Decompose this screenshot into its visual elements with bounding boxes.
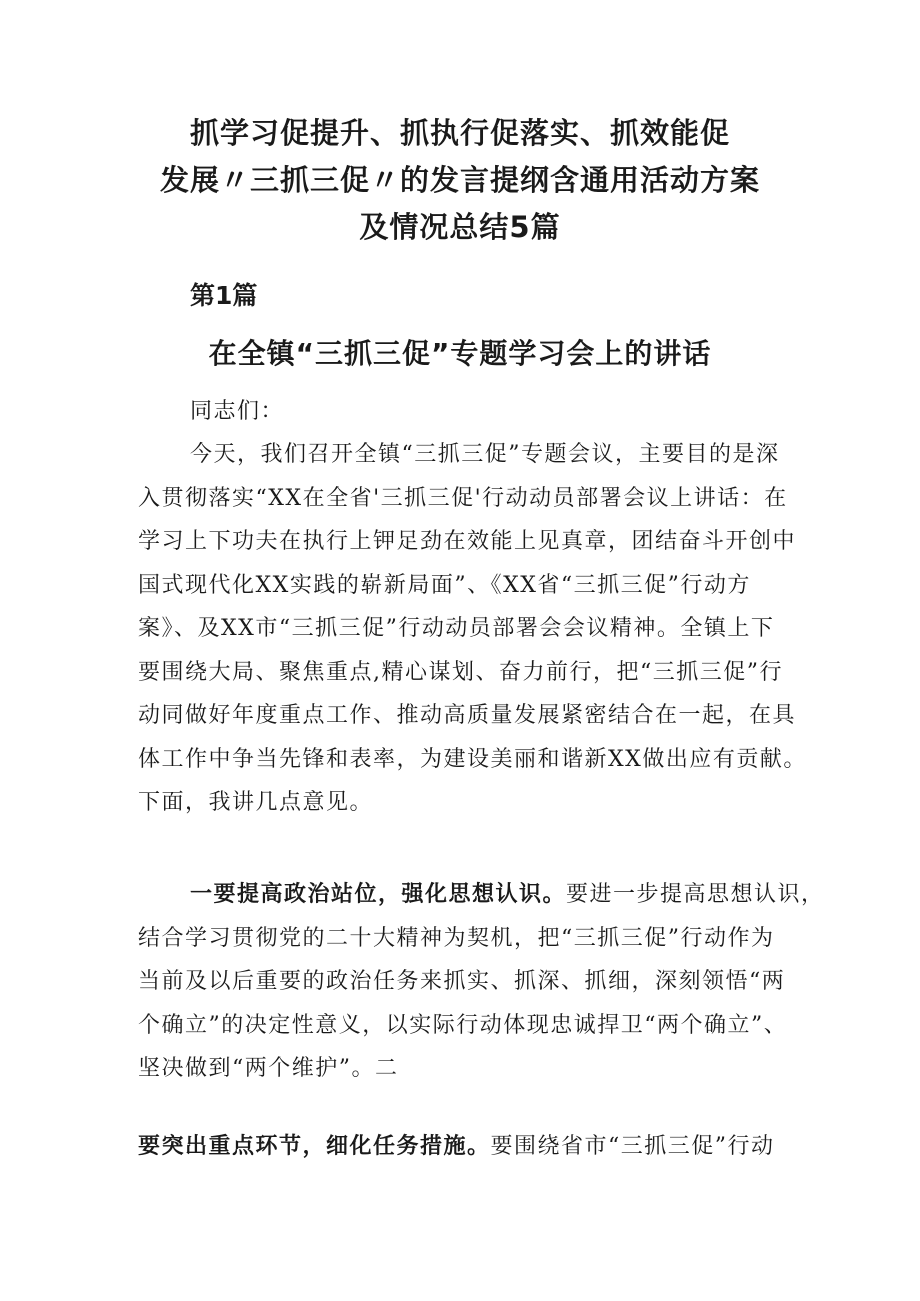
salutation — [138, 390, 810, 434]
salutation-text: 同志们： — [190, 399, 285, 424]
title-line-2: 发展〃三抓三促〃的发言提纲含通用活动方案 — [159, 163, 760, 197]
paragraph-1-line: 动同做好年度重点工作、推动高质量发展紧密结合在一起，在具 — [138, 703, 797, 728]
paragraph-1-line: 体工作中争当先锋和表率，为建设美丽和谐新XX做出应有贡献。 — [138, 746, 807, 772]
paragraph-2-line: 个确立”的决定性意义，以实际行动体现忠诚捍卫“两个确立”、 — [138, 1012, 788, 1038]
chapter-label: 第1篇 — [190, 281, 258, 310]
paragraph-2-line: 坚决做到“两个维护”。二 — [138, 1056, 399, 1081]
paragraph-2-first-line — [138, 873, 825, 917]
paragraph-3-first-line-text: 要围绕省市“三抓三促”行动 — [490, 1134, 775, 1159]
paragraph-3-heading: 要突出重点环节，细化任务措施。 — [138, 1134, 491, 1159]
paragraph-1-line: 今天，我们召开全镇“三抓三促”专题会议，主要目的是深 — [190, 442, 780, 467]
paragraph-3-first-line — [138, 1125, 810, 1169]
title-line-3: 及情况总结5篇 — [359, 210, 561, 244]
paragraph-2-line: 当前及以后重要的政治任务来抓实、抓深、抓细，深刻领悟“两 — [138, 969, 786, 994]
paragraph-2-first-line-text: 要进一步提高思想认识， — [566, 882, 825, 907]
paragraph-1 — [138, 433, 810, 825]
paragraph-1-line: 学习上下功夫在执行上钾足劲在效能上见真章，团结奋斗开创中 — [138, 529, 797, 554]
paragraph-2-line: 结合学习贯彻党的二十大精神为契机，把“三抓三促”行动作为 — [138, 925, 775, 951]
title-line-1: 抓学习促提升、抓执行促落实、抓效能促 — [189, 116, 730, 150]
paragraph-1-line: 国式现代化XX实践的崭新局面”、《XX省“三抓三促”行动方 — [138, 572, 751, 598]
paragraph-2 — [138, 873, 825, 1091]
paragraph-1-line: 入贯彻落实“XX在全省'三抓三促'行动动员部署会议上讲话：在 — [138, 485, 788, 511]
paragraph-1-line: 下面，我讲几点意见。 — [138, 790, 374, 815]
document-title — [0, 110, 920, 251]
paragraph-1-line: 案》、及XX市“三抓三促”行动动员部署会会议精神。全镇上下 — [138, 616, 775, 641]
paragraph-2-heading: 一要提高政治站位，强化思想认识。 — [190, 882, 567, 907]
paragraph-3 — [138, 1125, 810, 1169]
speech-title: 在全镇“三抓三促”专题学习会上的讲话 — [208, 337, 712, 370]
paragraph-1-line: 要围绕大局、聚焦重点,精心谋划、奋力前行，把“三抓三促”行 — [138, 659, 783, 685]
